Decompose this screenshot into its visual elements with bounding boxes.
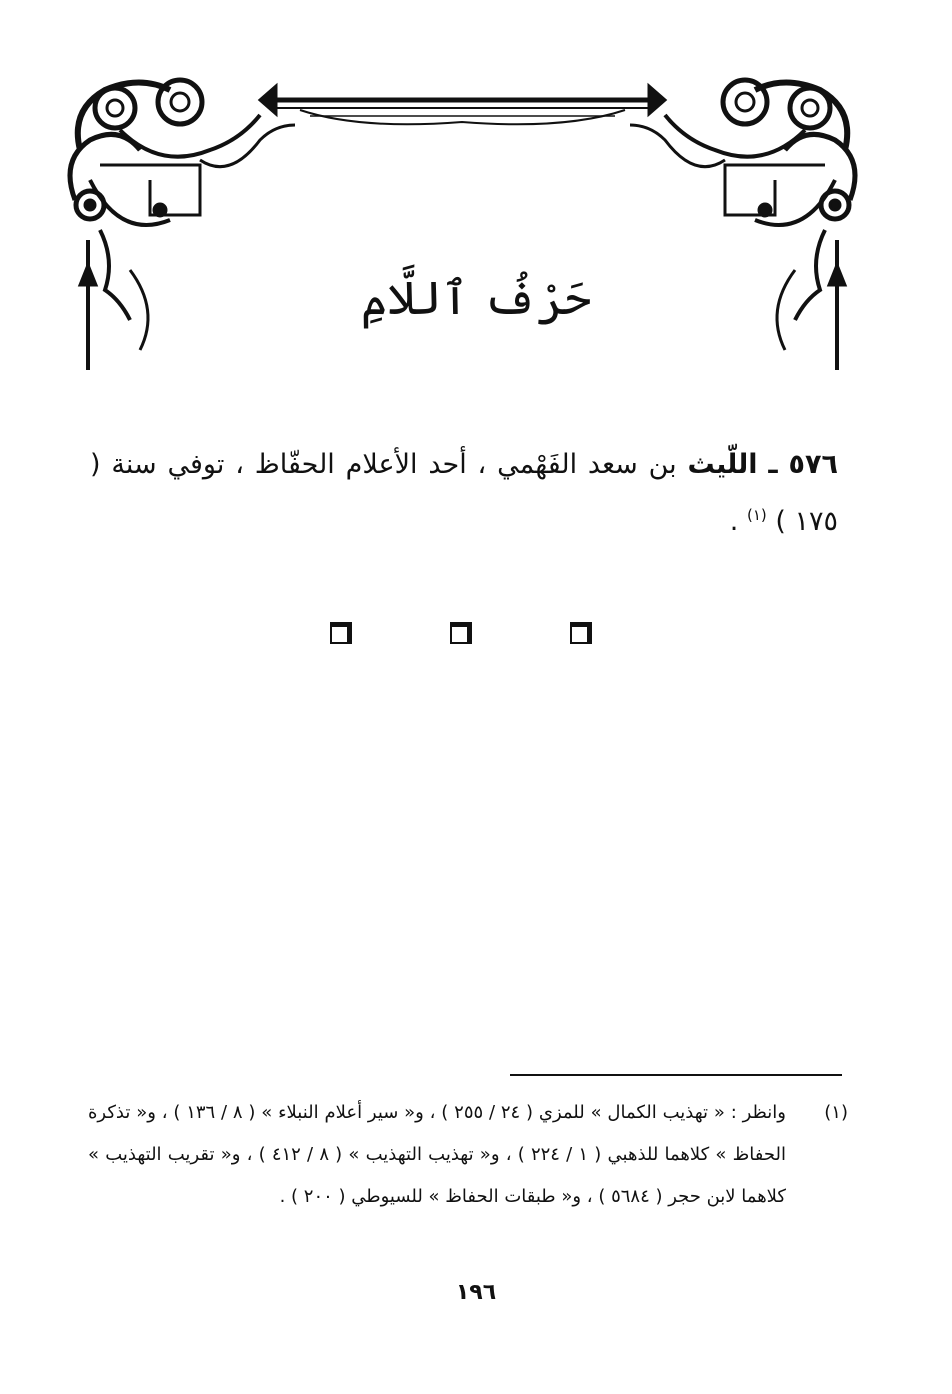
entry-dash: ـ xyxy=(768,449,778,480)
footnote-marker: (١) xyxy=(824,1102,848,1123)
chapter-title: حَرْفُ ٱللَّامِ xyxy=(360,271,592,325)
footnote-rule xyxy=(510,1074,842,1076)
square-separator-icon xyxy=(330,622,352,644)
square-separator-icon xyxy=(570,622,592,644)
ornamental-frame-icon xyxy=(60,70,865,375)
entry-end: . xyxy=(729,506,739,537)
section-separator xyxy=(330,622,592,656)
entry-paragraph xyxy=(90,440,838,547)
ornamental-frame xyxy=(60,70,865,375)
square-separator-icon xyxy=(450,622,472,644)
entry-name: اللّيث xyxy=(687,449,758,480)
entry-number: ٥٧٦ xyxy=(788,449,838,480)
entry-text: بن سعد الفَهْمي ، أحد الأعلام الحفّاظ ، توفي سنة ( ١٧٥ ) xyxy=(90,449,838,537)
page-number: ١٩٦ xyxy=(455,1280,497,1305)
footnote-text: وانظر : « تهذيب الكمال » للمزي ( ٢٤ / ٢٥٥ ) ، و« سير أعلام النبلاء » ( ٨ / ١٣٦ ) ، و« تذكرة الحفاظ » كلاهما للذهبي ( ١ / ٢٢٤ ) ، و« تهذيب التهذيب » ( ٨ / ٤١٢ ) ، و« تقريب التهذيب » كلاهما لابن حجر ( ٥٦٨٤ ) ، و« طبقات الحفاظ » للسيوطي ( ٢٠٠ ) . xyxy=(88,1102,786,1207)
footnote-reference[interactable]: (١) xyxy=(746,506,767,524)
footnote xyxy=(88,1092,848,1218)
